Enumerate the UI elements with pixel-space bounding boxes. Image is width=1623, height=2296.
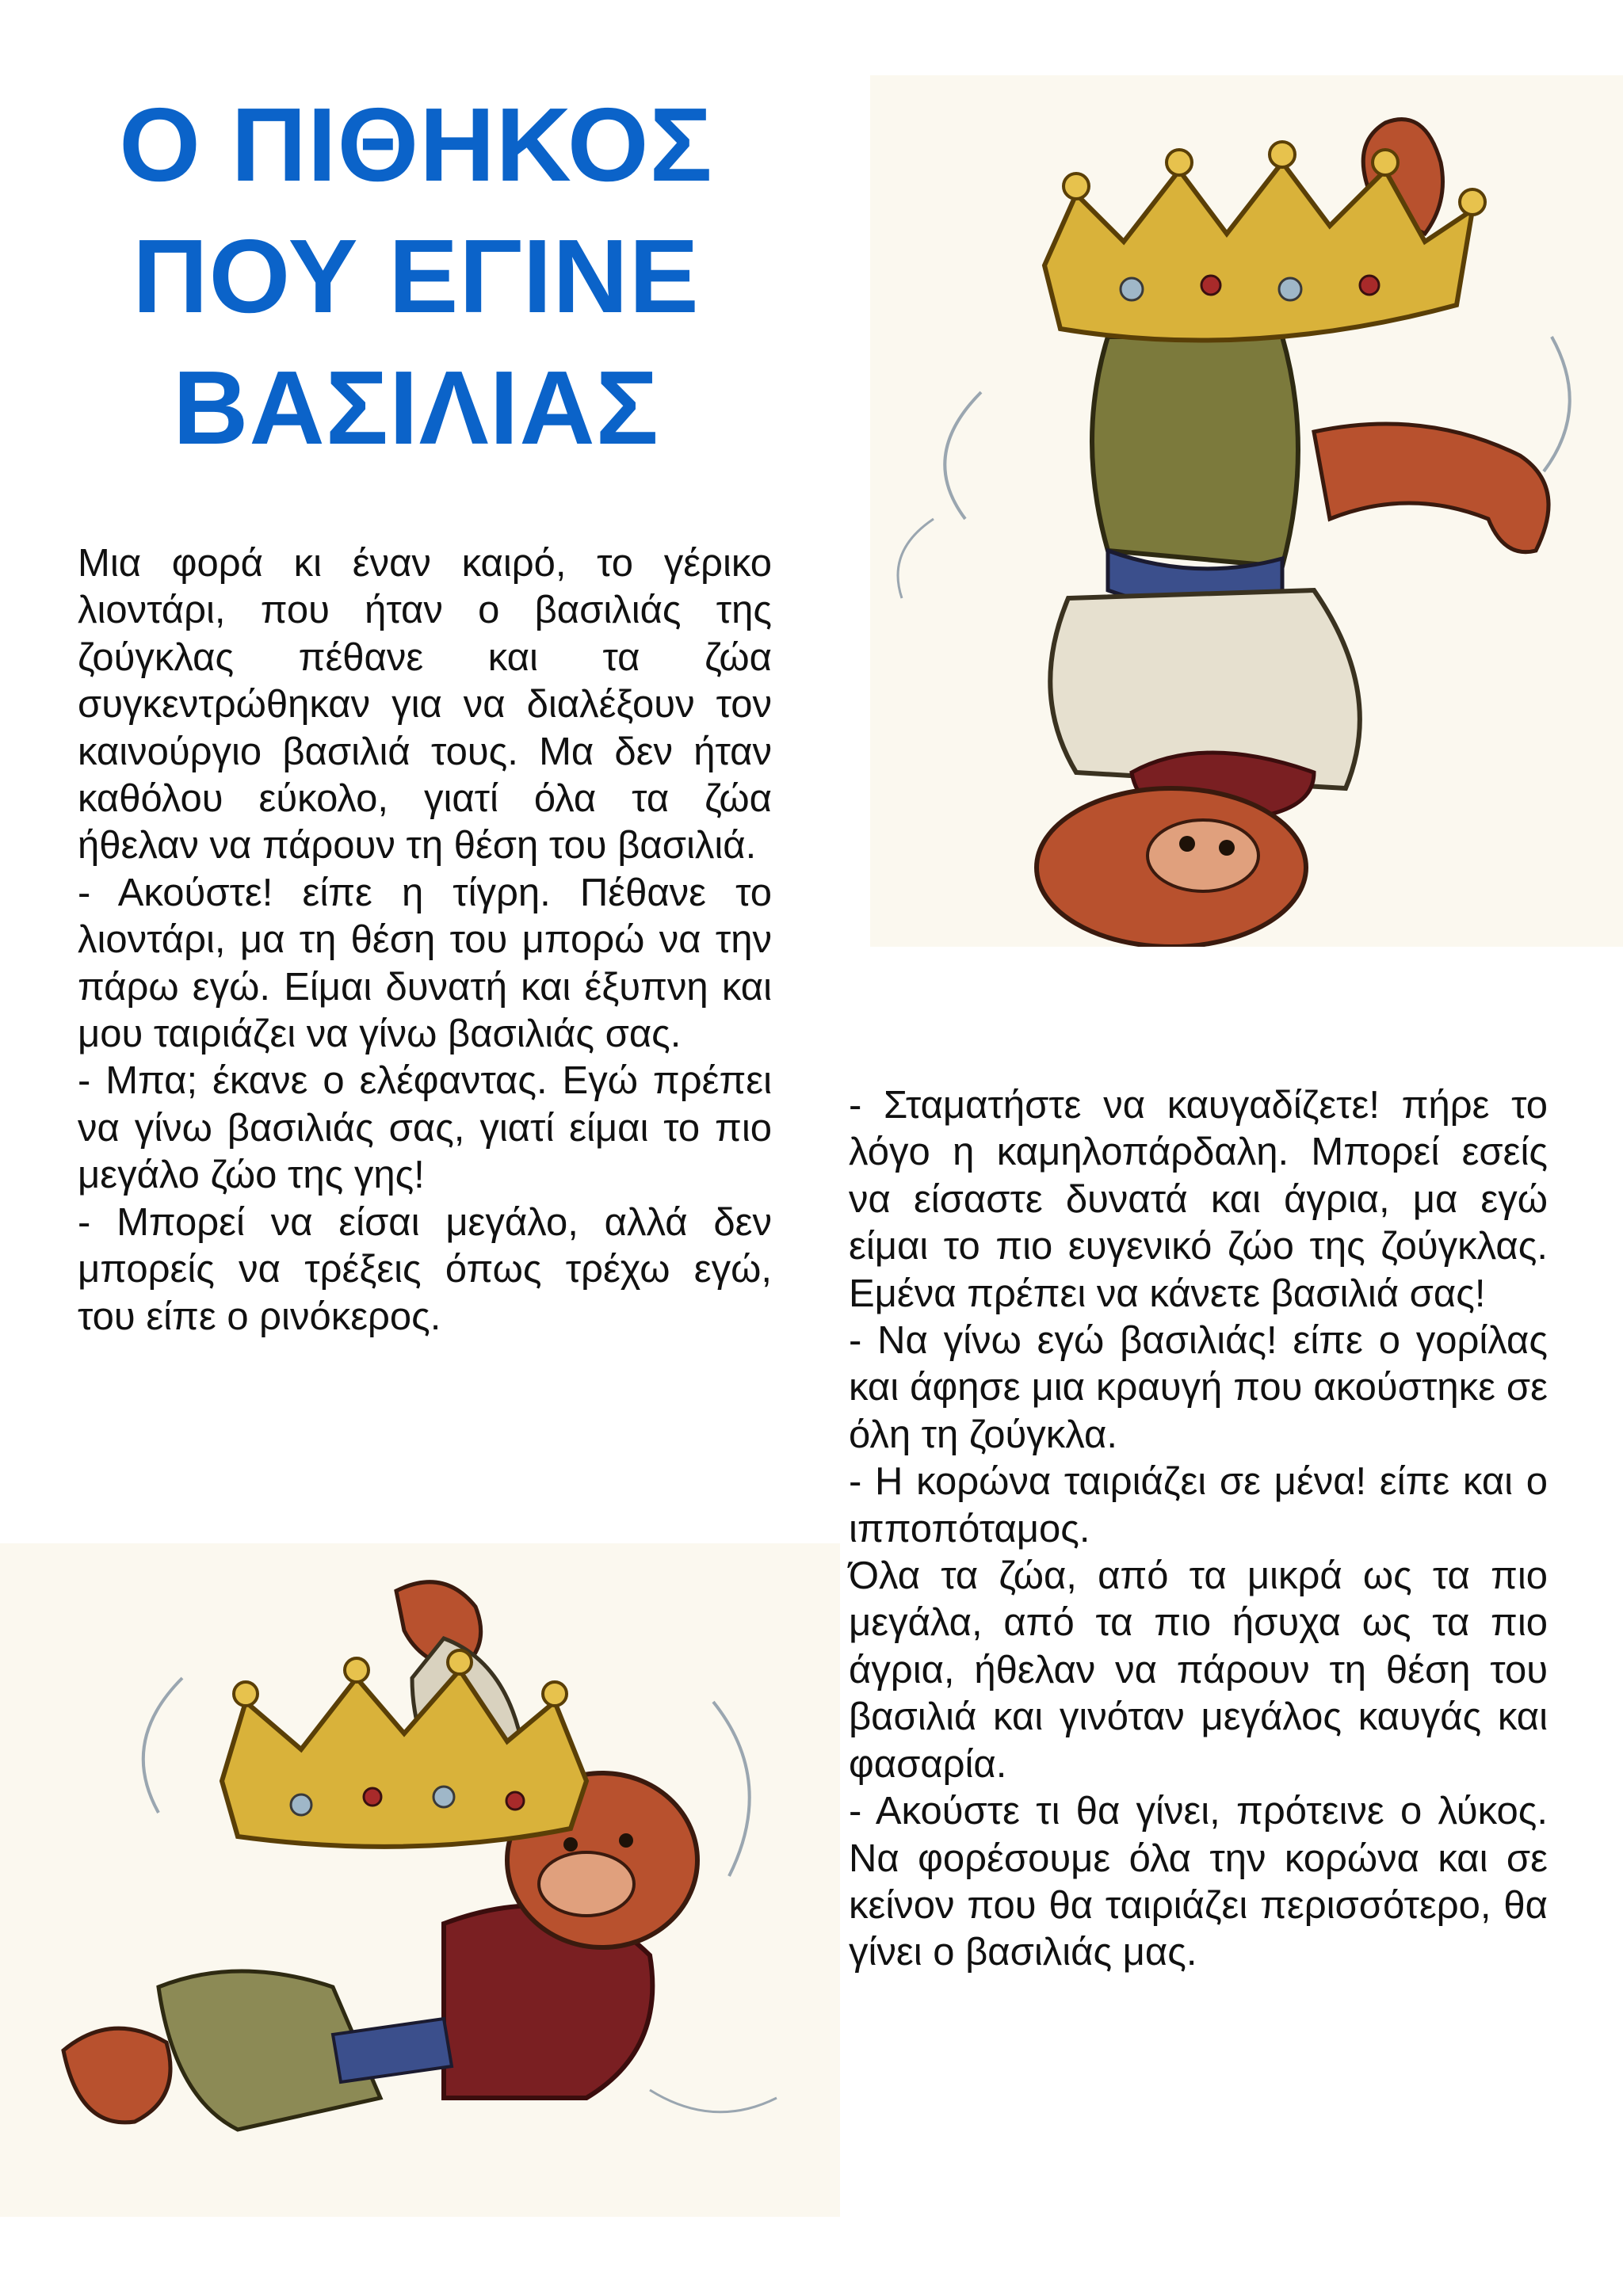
title-line-3: ΒΑΣΙΛΙΑΣ: [173, 349, 659, 466]
story-paragraph: - Μπα; έκανε ο ελέφαντας. Εγώ πρέπει να γίνω βασιλιάς σας, γιατί είμαι το πιο μεγάλο ζώο της γης!: [78, 1059, 772, 1197]
story-paragraph: Μια φορά κι έναν καιρό, το γέρικο λιοντάρι, που ήταν ο βασιλιάς της ζούγκλας πέθανε και τα ζώα συγκεντρώθηκαν για να διαλέξουν τον καινούργιο βασιλιά τους. Μα δεν ήταν καθόλου εύκολο, γιατί όλα τα ζώα ήθελαν να πάρουν τη θέση του βασιλιά.: [78, 542, 772, 868]
monkey-crown-drawing: [870, 75, 1623, 947]
story-column-left: [78, 540, 772, 1341]
story-paragraph: - Να γίνω εγώ βασιλιάς! είπε ο γορίλας και άφησε μια κραυγή που ακούστηκε σε όλη τη ζούγκλα.: [849, 1319, 1548, 1456]
page-title: [48, 79, 785, 474]
monkey-illustration-bottom: [0, 1543, 840, 2217]
story-paragraph: - Ακούστε τι θα γίνει, πρότεινε ο λύκος. Να φορέσουμε όλα την κορώνα και σε κείνον που θα ταιριάζει περισσότερο, θα γίνει ο βασιλιάς μας.: [849, 1790, 1548, 1974]
story-column-right: [849, 1082, 1548, 1977]
title-line-2: ΠΟΥ ΕΓΙΝΕ: [132, 218, 700, 334]
story-paragraph: Όλα τα ζώα, από τα μικρά ως τα πιο μεγάλα, από τα πιο ήσυχα ως τα πιο άγρια, ήθελαν να πάρουν τη θέση του βασιλιά και γινόταν μεγάλος καυγάς και φασαρία.: [849, 1554, 1548, 1786]
monkey-illustration-top: [870, 75, 1623, 947]
story-paragraph: - Σταματήστε να καυγαδίζετε! πήρε το λόγο η καμηλοπάρδαλη. Μπορεί εσείς να είσαστε δυνατά και άγρια, μα εγώ είμαι το πιο ευγενικό ζώο της ζούγκλας. Εμένα πρέπει να κάνετε βασιλιά σας!: [849, 1084, 1548, 1315]
story-paragraph: - Η κορώνα ταιριάζει σε μένα! είπε και ο ιπποπόταμος.: [849, 1460, 1548, 1550]
monkey-crown-drawing: [0, 1543, 840, 2217]
story-paragraph: - Ακούστε! είπε η τίγρη. Πέθανε το λιοντάρι, μα τη θέση του μπορώ να την πάρω εγώ. Είμαι δυνατή και έξυπνη και μου ταιριάζει να γίνω βασιλιάς σας.: [78, 871, 772, 1056]
title-line-1: Ο ΠΙΘΗΚΟΣ: [119, 86, 713, 203]
story-paragraph: - Μπορεί να είσαι μεγάλο, αλλά δεν μπορείς να τρέξεις όπως τρέχω εγώ, του είπε ο ρινόκερος.: [78, 1200, 772, 1338]
